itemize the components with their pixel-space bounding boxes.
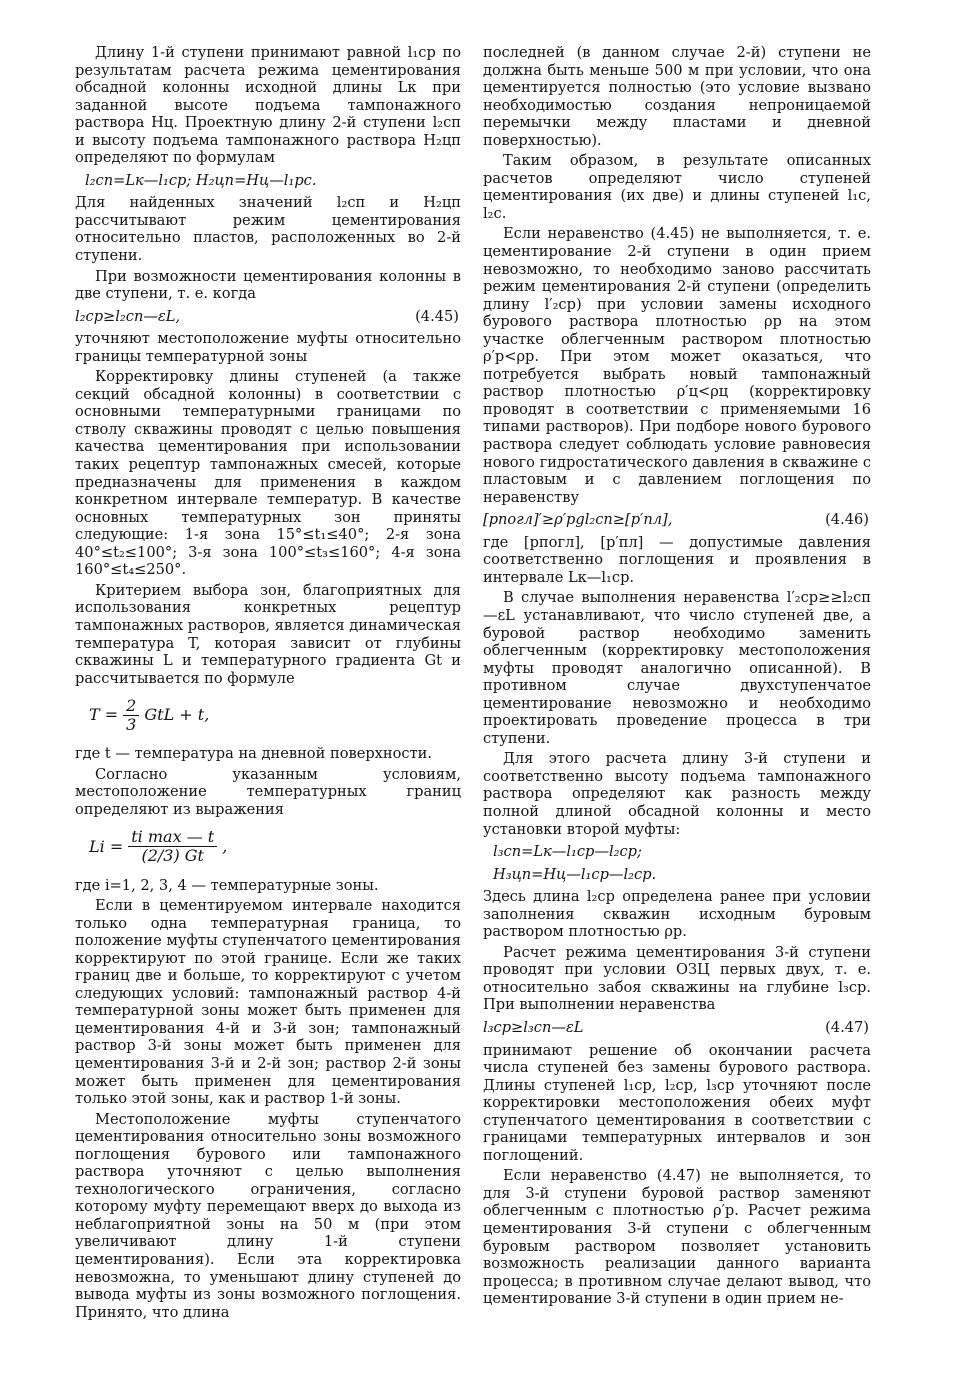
paragraph: Корректировку длины ступеней (а также секций обсадной колонны) в соответствии с основными температурными границами по стволу скважины проводят с целью повышения качества цементирования при использовании таких рецептур тампонажных смесей, которые предназначены для применения в каждом конкретном интервале температур. В качестве основных температурных зон приняты следующие: 1-я зона 15°≤t₁≤40°; 2-я зона 40°≤t₂≤100°; 3-я зона 100°≤t₃≤160°; 4-я зона 160°≤t₄≤250°. [75, 368, 461, 579]
paragraph: где t — температура на дневной поверхности. [75, 745, 433, 763]
fraction-denominator: 3 [126, 714, 137, 734]
paragraph: принимают решение об окончании расчета числа ступеней без замены бурового раствора. Длины ступеней l₁ср, l₂ср, l₃ср уточняют после корректировки местоположения обеих муфт ступенчатого цементирования в соответствии с границами температурных интервалов и зон поглощений. [483, 1041, 871, 1164]
paragraph: Таким образом, в результате описанных расчетов определяют число ступеней цементирования (их две) и длины ступеней l₁с, l₂с. [483, 152, 871, 222]
paragraph: При возможности цементирования колонны в две ступени, т. е. когда [75, 267, 461, 303]
paragraph: Если неравенство (4.45) не выполняется, т. е. цементирование 2-й ступени в один прием невозможно, то необходимо заново рассчитать режим цементирования 2-й ступени (определить длину l′₂ср) при условии замены исходного бурового раствора плотностью ρр на этом участке облегченным раствором плотностью ρ′р<ρр. При этом может оказаться, что потребуется выбрать новый тампонажный раствор плотностью ρ′ц<ρц (корректировку проводят в соответствии с применяемыми 16 типами растворов). При подборе нового бурового раствора следует соблюдать условие равновесия нового гидростатического давления в скважине с пластовым и с давлением поглощения по неравенству [483, 225, 871, 506]
formula-dynamic-temperature [89, 697, 461, 733]
paragraph: Критерием выбора зон, благоприятных для использования конкретных рецептур тампонажных растворов, является динамическая температура T, которая зависит от глубины скважины L и температурного градиента Gt и рассчитывается по формуле [75, 581, 461, 687]
paragraph: уточняют местоположение муфты относительно границы температурной зоны [75, 330, 461, 365]
equation-4-46 [483, 511, 871, 529]
equation-number: (4.45) [415, 307, 459, 325]
paragraph: Для этого расчета длину 3-й ступени и соответственно высоту подъема тампонажного раствора определяют как разность между полной длиной обсадной колонны и место установки второй муфты: [483, 750, 871, 838]
paragraph: Длину 1-й ступени принимают равной l₁ср по результатам расчета режима цементирования обсадной колонны исходной длины Lк при заданной высоте подъема тампонажного раствора Hц. Проектную длину 2-й ступени l₂сп и высоту подъема тампонажного раствора H₂цп определяют по формулам [75, 44, 461, 167]
paragraph: Если неравенство (4.47) не выполняется, то для 3-й ступени буровой раствор заменяют облегченным с плотностью ρ′р. Расчет режима цементирования 3-й ступени с облегченным буровым раствором позволяет установить возможность реализации данного варианта процесса; в противном случае делают вывод, что цементирование 3-й ступени в один прием не- [483, 1167, 871, 1308]
fraction-numerator: ti max — t [128, 828, 217, 847]
equation-4-45 [75, 308, 461, 326]
right-column [483, 44, 871, 1311]
paragraph: Согласно указанным условиям, местоположение температурных границ определяют из выражения [75, 765, 461, 818]
paragraph: В случае выполнения неравенства l′₂ср≥≥l₂сп—εL устанавливают, что число ступеней две, а буровой раствор необходимо заменить облегченным (корректировку местоположения муфты проводят аналогично описанной). В противном случае двухступенчатое цементирование невозможно и необходимо проектировать проведение процесса в три ступени. [483, 589, 871, 747]
paragraph: Здесь длина l₂ср определена ранее при условии заполнения скважин исходным буровым раствором плотностью ρр. [483, 888, 871, 941]
formula-rhs: GtL + t, [144, 705, 210, 725]
equation-body: l₂ср≥l₂сп—εL, [75, 307, 181, 325]
fraction [123, 697, 139, 733]
equation-4-47 [483, 1019, 871, 1037]
left-column [75, 44, 461, 1324]
formula-l3sp: l₃сп=Lк—l₁ср—l₂ср; [493, 843, 642, 861]
paragraph: Расчет режима цементирования 3-й ступени проводят при условии ОЗЦ первых двух, т. е. относительно забоя скважины на глубине l₃ср. При выполнении неравенства [483, 943, 871, 1014]
paragraph: Местоположение муфты ступенчатого цементирования относительно зоны возможного поглощения бурового или тампонажного раствора уточняют с целью выполнения технологического ограничения, согласно которому муфту перемещают вверх до выхода из неблагоприятной зоны на 50 м (при этом увеличивают длину 1-й ступени цементирования). Если эта корректировка невозможна, то уменьшают длину ступеней до вывода муфты из зоны возможного поглощения. Принято, что длина [75, 1110, 461, 1321]
equation-body: [pпогл]′≥ρ′рgl₂сп≥[p′пл], [483, 511, 673, 529]
paragraph: Для найденных значений l₂сп и H₂цп рассчитывают режим цементирования относительно пластов, расположенных во 2-й ступени. [75, 194, 461, 265]
fraction-denominator: (2/3) Gt [141, 845, 204, 865]
formula-lhs: T = [89, 705, 119, 725]
equation-body: l₃ср≥l₃сп—εL [483, 1018, 584, 1036]
formula-l2sp: l₂сп=Lк—l₁ср; H₂цп=Hц—l₁рс. [85, 171, 317, 189]
fraction [128, 828, 217, 864]
formula-h3cp: H₃цп=Hц—l₁ср—l₂ср. [493, 865, 657, 883]
paragraph: последней (в данном случае 2-й) ступени не должна быть меньше 500 м при условии, что она цементируется полностью (это условие вызвано необходимостью создания непроницаемой перемычки между пластами и дневной поверхностью). [483, 44, 871, 149]
formula-lhs: Li = [89, 836, 124, 856]
paragraph: где i=1, 2, 3, 4 — температурные зоны. [75, 876, 379, 894]
paragraph: Если в цементируемом интервале находится только одна температурная граница, то положение муфты ступенчатого цементирования корректируют по этой границе. Если же таких границ две и больше, то корректируют с учетом следующих условий: тампонажный раствор 4-й температурной зоны может быть применен для цементирования 4-й и 3-й зон; тампонажный раствор 3-й зоны может быть применен для цементирования 3-й и 2-й зон; раствор 2-й зоны может быть применен для цементирования только этой зоны, как и раствор 1-й зоны. [75, 897, 461, 1108]
paragraph: где [pпогл], [p′пл] — допустимые давления соответственно поглощения и проявления в интервале Lк—l₁ср. [483, 533, 871, 586]
fraction-numerator: 2 [123, 697, 139, 716]
equation-number: (4.47) [825, 1018, 869, 1036]
formula-temperature-boundary [89, 828, 461, 864]
formula-rhs: , [222, 836, 228, 856]
equation-number: (4.46) [825, 511, 869, 529]
